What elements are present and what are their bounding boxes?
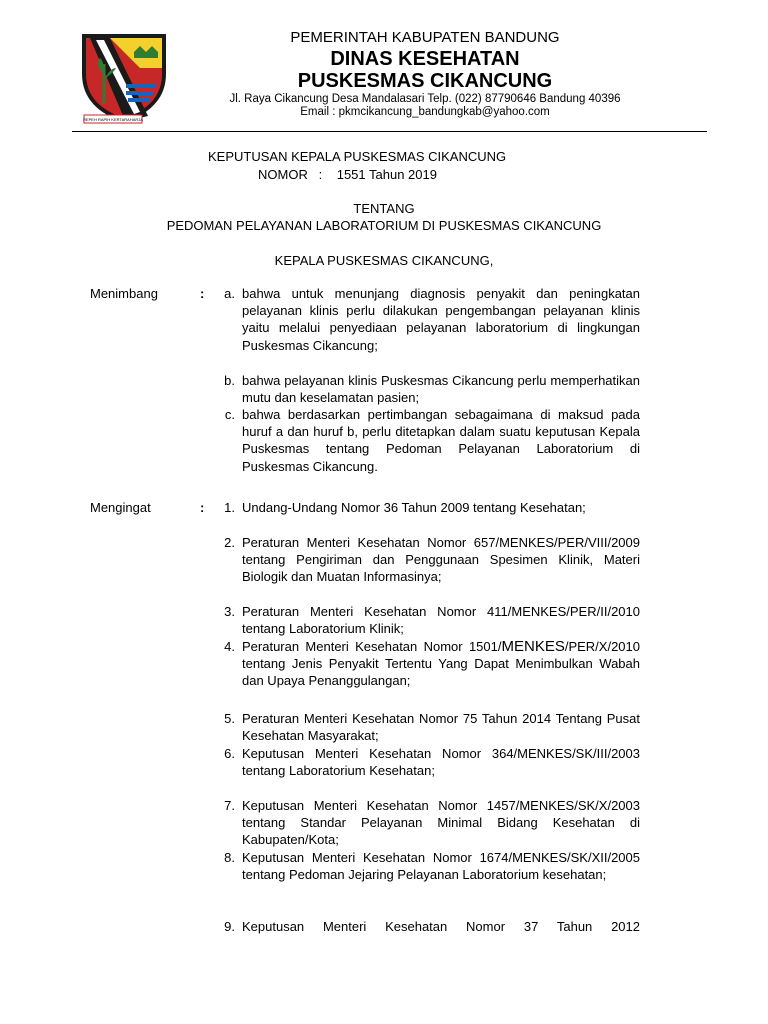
mengingat-item <box>214 534 640 586</box>
kabupaten-bandung-logo <box>70 28 178 128</box>
decision-subject: PEDOMAN PELAYANAN LABORATORIUM DI PUSKESMAS CIKANCUNG <box>166 218 602 233</box>
item-number: c. <box>224 407 235 422</box>
letterhead-email: Email : pkmcikancung_bandungkab@yahoo.com <box>300 106 550 118</box>
menimbang-item <box>214 285 640 354</box>
item-text: Keputusan Menteri Kesehatan Nomor 1457/MENKES/SK/X/2003 tentang Standar Pelayanan Minimal Bidang Kesehatan di Kabupaten/Kota; <box>242 798 640 848</box>
item-number: 3. <box>224 604 235 619</box>
menimbang-item <box>214 406 640 475</box>
letterhead-government: PEMERINTAH KABUPATEN BANDUNG <box>290 29 560 46</box>
item-text: bahwa pelayanan klinis Puskesmas Cikancung perlu memperhatikan mutu dan keselamatan pasien; <box>242 373 640 406</box>
mengingat-item <box>214 745 640 779</box>
mengingat-item <box>214 638 640 690</box>
menimbang-item <box>214 372 640 406</box>
item-text: Peraturan Menteri Kesehatan Nomor 411/MENKES/PER/II/2010 tentang Laboratorium Klinik; <box>242 604 640 637</box>
menimbang-label: Menimbang <box>90 286 158 301</box>
letterhead-address: Jl. Raya Cikancung Desa Mandalasari Telp. (022) 87790646 Bandung 40396 <box>229 93 621 105</box>
mengingat-item <box>214 710 640 744</box>
item-number: 4. <box>224 639 235 654</box>
item-text: Keputusan Menteri Kesehatan Nomor 37 Tahun 2012 <box>242 919 640 934</box>
mengingat-colon: : <box>200 500 205 515</box>
item-number: 8. <box>224 850 235 865</box>
decision-number: NOMOR : 1551 Tahun 2019 <box>258 167 437 182</box>
menimbang-colon: : <box>200 286 205 301</box>
letterhead-agency: DINAS KESEHATAN <box>330 48 520 70</box>
item-text <box>242 638 640 690</box>
item-number: 5. <box>224 711 235 726</box>
item-text: Peraturan Menteri Kesehatan Nomor 657/MENKES/PER/VIII/2009 tentang Pengiriman dan Penggunaan Spesimen Klinik, Materi Biologik dan Muatan Informasinya; <box>242 535 640 585</box>
mengingat-item <box>214 849 640 883</box>
item-number: 9. <box>224 919 235 934</box>
mengingat-label: Mengingat <box>90 500 151 515</box>
item-text: bahwa untuk menunjang diagnosis penyakit dan peningkatan pelayanan klinis perlu dilakukan pengembangan pelayanan klinis yaitu melalui penyediaan pelayanan laboratorium di lingkungan Puskesmas Cikancung; <box>242 286 640 353</box>
logo-motto: REPEH RAPIH KERTARAHARJA <box>83 117 143 122</box>
letterhead-divider <box>72 131 707 132</box>
item-number: b. <box>224 373 235 388</box>
item-number: 7. <box>224 798 235 813</box>
item-text: Peraturan Menteri Kesehatan Nomor 75 Tahun 2014 Tentang Pusat Kesehatan Masyarakat; <box>242 711 640 744</box>
item-text: Undang-Undang Nomor 36 Tahun 2009 tentang Kesehatan; <box>242 500 586 515</box>
item-number: a. <box>224 286 235 301</box>
mengingat-item <box>214 499 640 516</box>
item-text: Keputusan Menteri Kesehatan Nomor 364/MENKES/SK/III/2003 tentang Laboratorium Kesehatan; <box>242 746 640 779</box>
item-text-emphasis: MENKES <box>501 638 565 655</box>
letterhead-institution: PUSKESMAS CIKANCUNG <box>297 70 553 92</box>
mengingat-item <box>214 797 640 849</box>
item-text: Keputusan Menteri Kesehatan Nomor 1674/MENKES/SK/XII/2005 tentang Pedoman Jejaring Pelayanan Laboratorium kesehatan; <box>242 850 640 883</box>
item-number: 1. <box>224 500 235 515</box>
about-heading: TENTANG <box>353 201 415 216</box>
item-text-part: /PER/X/2010 tentang Jenis Penyakit Tertentu Yang Dapat Menimbulkan Wabah dan Upaya Penanggulangan; <box>242 639 640 689</box>
item-text: bahwa berdasarkan pertimbangan sebagaimana di maksud pada huruf a dan huruf b, perlu ditetapkan dalam suatu keputusan Kepala Puskesmas tentang Pedoman Pelayanan Laboratorium di Puskesmas Cikancung. <box>242 407 640 474</box>
mengingat-item <box>214 918 640 935</box>
decision-title: KEPUTUSAN KEPALA PUSKESMAS CIKANCUNG <box>208 149 507 164</box>
item-text-part: Peraturan Menteri Kesehatan Nomor 1501/ <box>242 639 502 654</box>
head-of-puskesmas: KEPALA PUSKESMAS CIKANCUNG, <box>274 253 494 268</box>
item-number: 6. <box>224 746 235 761</box>
mengingat-item <box>214 603 640 637</box>
item-number: 2. <box>224 535 235 550</box>
